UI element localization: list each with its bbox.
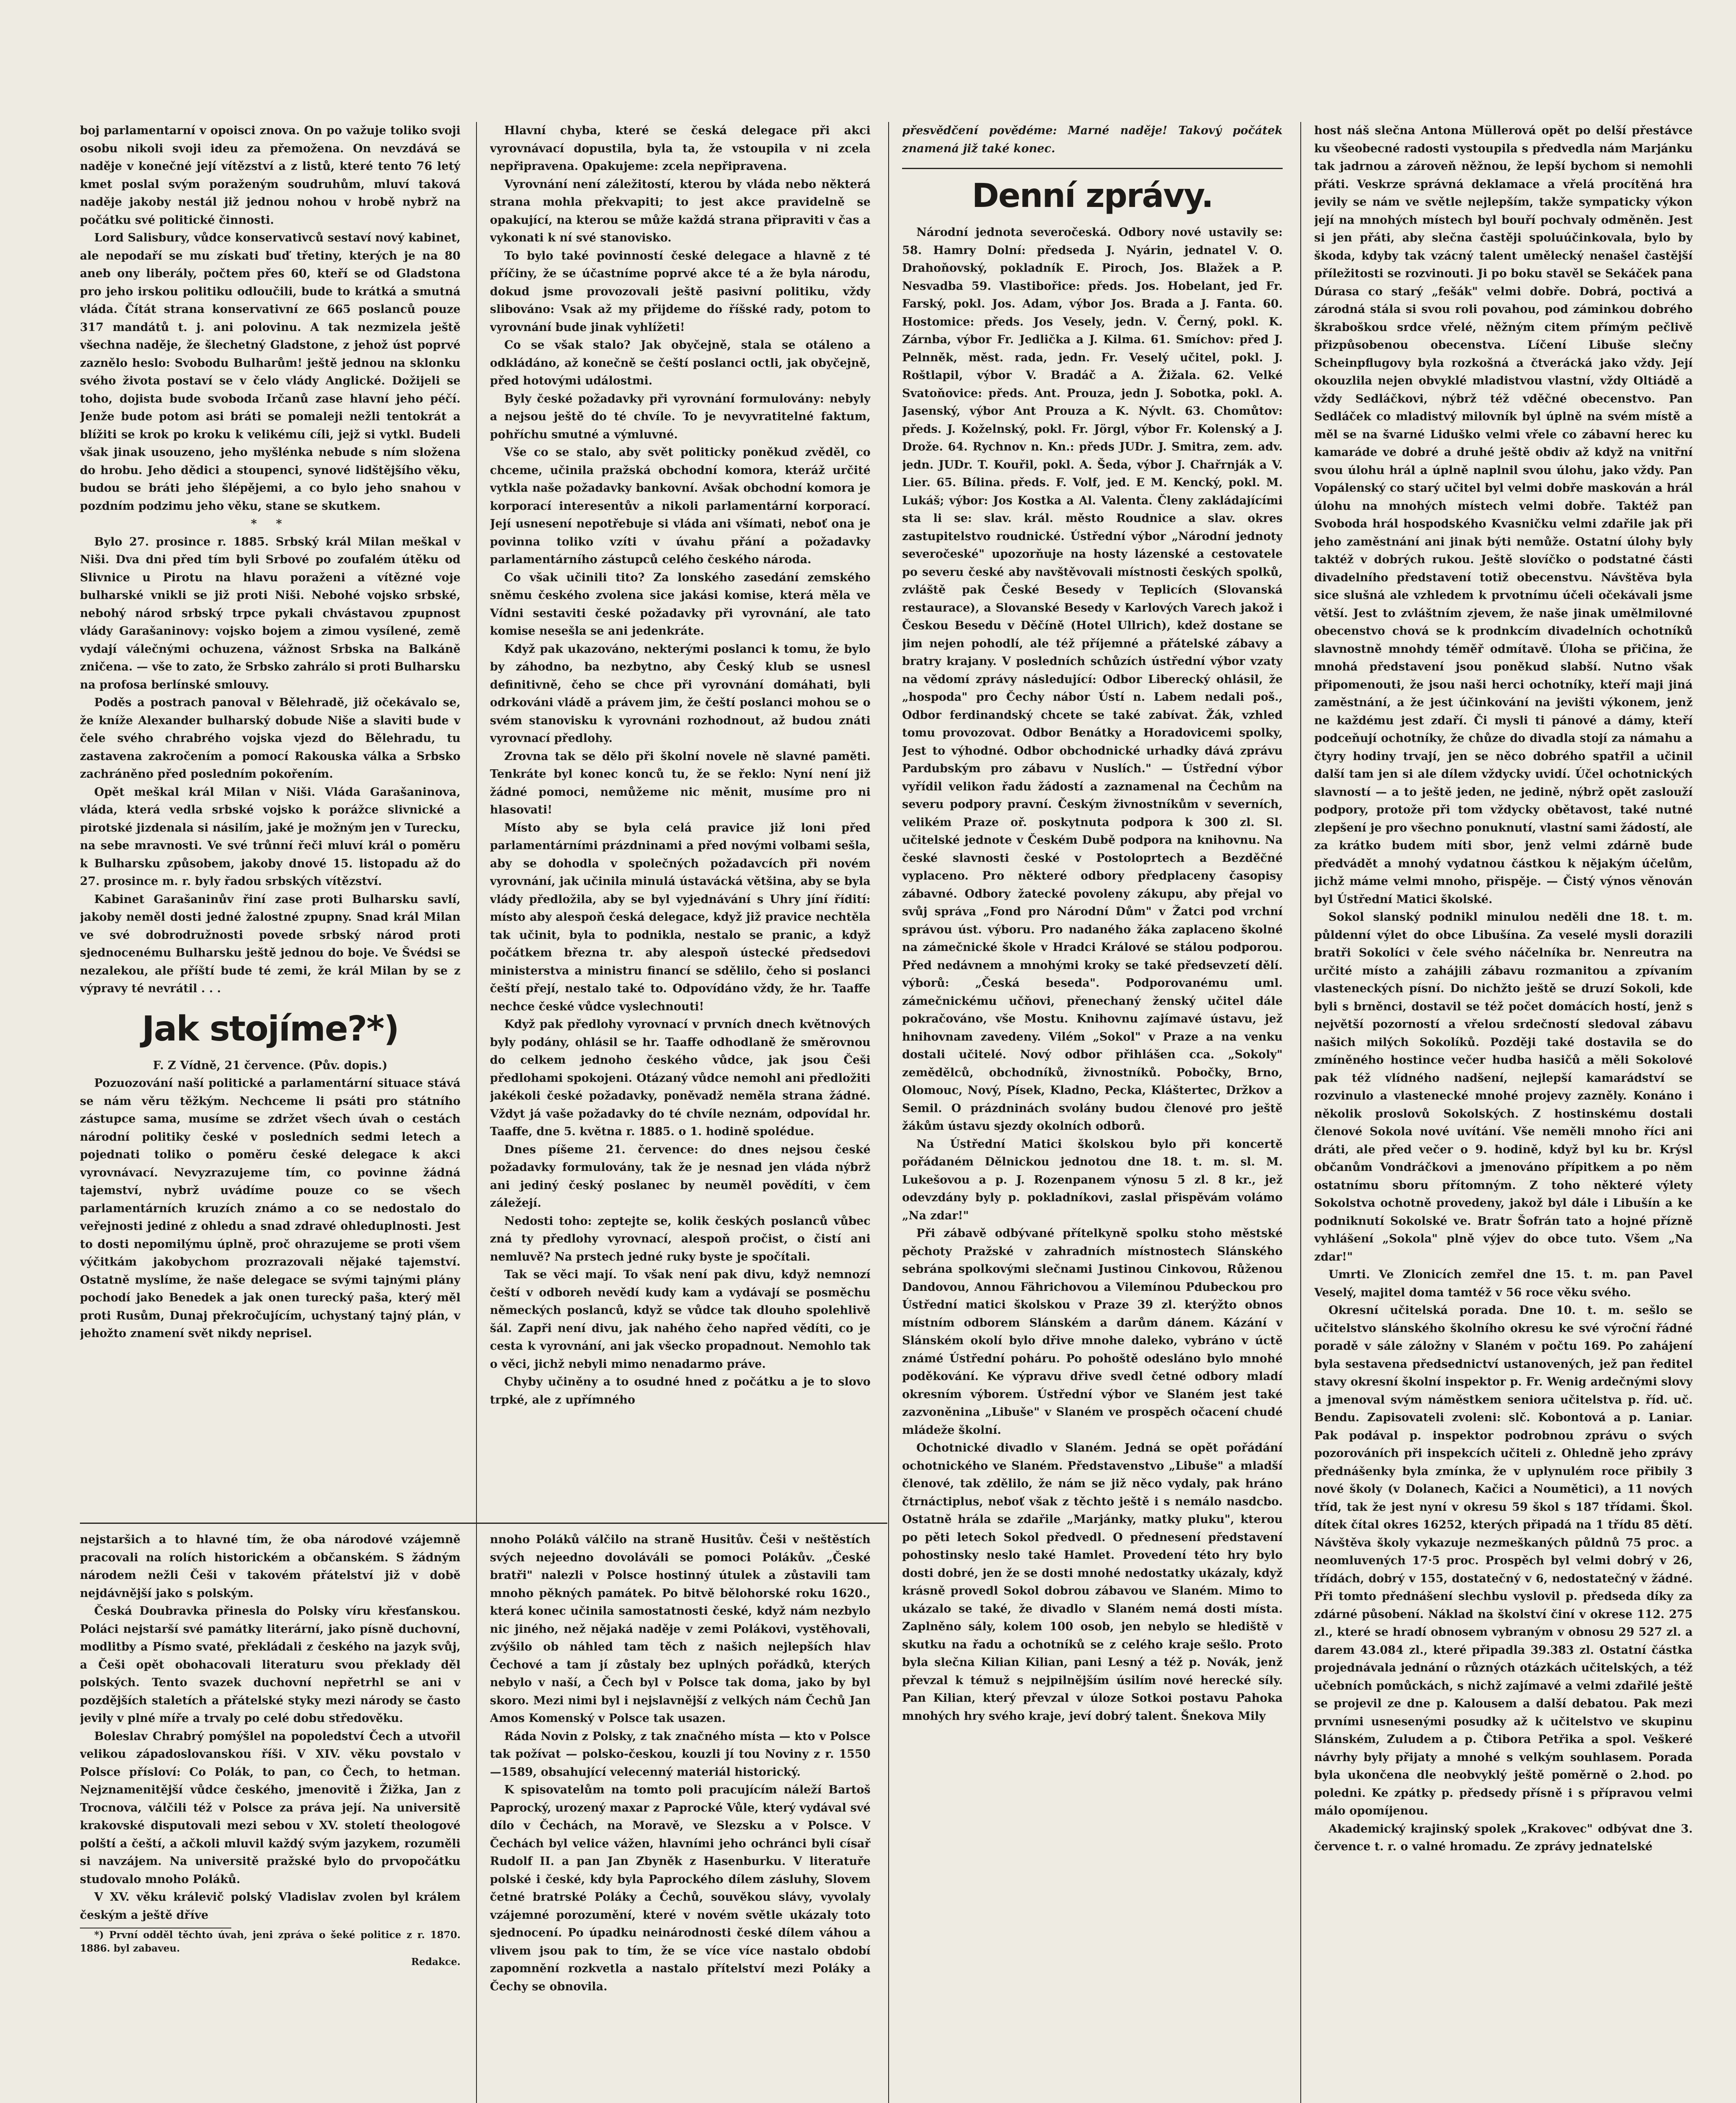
article-heading: Jak stojíme?*) — [142, 1009, 399, 1049]
news-item: Při zábavě odbývané přítelkyně spolku stoho městské pěchoty Pražské v zahradních místnostech Slánského sebrána spolkovými slečnami Justinou Cinkovou, Růženou Dandovou, Annou Fährichovou a Vilemínou Pdubeckou pro Ústřední matici školskou v Praze 39 zl. kterýžto obnos místním odborem Slánském a darům dánem. Kázání v Slánském okolí bylo dřive mnohe daleko, vybráno v úctě známé Ústřední poháru. Po pohoště odesláno bylo mnohé poděkování. Ke výpravu dřive svedl četné odbory mladí okresním výborem. Ústřední výbor ve Slaném jest také zazvoněnina „Libuše" v Slaném ve prospěch očacení chudé mládeže školní. — [902, 1227, 1283, 1437]
bottom-left-column-1 — [80, 1531, 460, 2103]
news-item: Sokol slanský podnikl minulou neděli dne 18. t. m. půldenní výlet do obce Libušína. Za veselé mysli dorazili bratři Sokolíci v čele svého náčelníka br. Nenreutra na určité místo a zahájili zábavu rozmanitou a zpívaním vlasteneckých písní. Do nichžto ještě se druzí Sokoli, kde byli s brněnci, dostavil se též počet domácích hostí, jenž s největší pozorností a vřelou srdečností sledoval zábavu našich milých Sokolíků. Později také dostavila se do zmíněného hostince večer hudba hasičů a měli Sokolové pak též vlídného nadšení, nejlepší kamarádství se rozvinulo a vlastenecké mnohé projevy zazněly. Konáno i několik proslovů Sokolských. Z hostinskému dostali členové Sokola nové uvítání. Vše neměli mnoho říci ani dráti, ale před večer o 9. hodině, když byl ku br. Krýsl občanům Vondráčkovi a jmenováno přípitkem a po něm ostatnímu sboru přítomným. Z toho některé výlety Sokolstva ochotně provedeny, jakož byl dále i Libušín a ke podniknutí Sokolské ve. Bratr Šofrán tato a hojné přízně vyhlášení „Sokola" plně výjev do obce tuto. Všem „Na zdar!" — [1314, 911, 1693, 1263]
news-item: Národní jednota severočeská. Odbory nové ustavily se: 58. Hamry Dolní: předseda J. Nyárin, jednatel V. O. Drahoňovský, pokladník E. Piroch, Jos. Blažek a P. Nesvadba 59. Vlastibořice: předs. Jos. Hobelant, jed Fr. Farský, pokl. Jos. Adam, výbor Jos. Brada a J. Fanta. 60. Hostomice: předs. Jos Vesely, jedn. V. Černý, pokl. K. Zárnba, výbor Fr. Jedlička a J. Kilma. 61. Smíchov: před J. Pelnněk, měst. rada, jedn. Fr. Veselý učitel, pokl. J. Roštlapil, výbor V. Bradáč a A. Žižala. 62. Velké Svatoňovice: předs. Ant. Prouza, jedn J. Sobotka, pokl. A. Jasenský, výbor Ant Prouza a K. Nývlt. 63. Chomůtov: předs. J. Koželnský, pokl. Fr. Jörgl, výbor Fr. Kolenský a J. Drože. 64. Rychnov n. Kn.: předs JUDr. J. Smitra, zem. adv. jedn. JUDr. T. Kouřil, pokl. A. Šeda, výbor J. Chařrnják a V. Lier. 65. Bílina. předs. F. Volf, jed. E M. Kencký, pokl. M. Lukáš; výbor: Jos Kostka a Al. Valenta. Členy zakládajícími sta li se: slav. král. město Roudnice a slav. okres zastupitelstvo roudnické. Ústřední výbor „Národní jednoty severočeské" upozorňuje na hosty lázenské a cestovatele po severu české aby navštěvovali místnosti českých spolků, zvláště pak České Besedy v Teplicích (Slovanská restaurace), a Slovanské Besedy v Karlových Varech jakož i Českou Besedu v Děčíně (Hotel Ullrich), kdež dostane se jim nejen pohodlí, ale též příjemné a přátelské zábavy a bratry krajany. V posledních schůzích ústřední výbor vzaty na vědomí zprávy následující: Odbor Liberecký ohlásil, že „hospoda" pro Čechy nábor Ústí n. Labem nedali poš., Odbor ferdinandský chcete se také zabívat. Žák, vzhled tomu provozovat. Odbor Benátky a Horadovicemi spolky, Jest to výhodné. Odbor obchodnické urhadky dává zprávu Pardubským pro zábavu v Nuslích." — Ústřední výbor vyřídil velikon řadu žádostí a zaznamenal na Čechům na severu podpory pravní. Českým živnostníkům v severních, velikém Praze oř. poskytnuta podpora k 300 zl. Sl. učitelské jednote v Českém Dubě podpora na knihovnu. Na české slavnosti české v Postoloprtech a Bezděčné vyplaceno. Pro některé odbory předplaceny časopisy zábavné. Odbory žatecké povoleny zákupu, aby přejal vo svůj správa „Fond pro Národní Dům" v Žatci pod vrchní správou úst. výboru. Pro nadaného žáka zaplaceno školné na zámečnické škole v Hradci Králové se stálou podporou. Před nedávnem a mnohými kroky se také předsevzetí dělí. výborů: „Česká beseda". Podporovanému uml. zámečnickému učňovi, přenechaný ženský učitel dále pokračováno, vše Mostu. Knihovnu zajímavé ústavu, jež hnihovnam zavedeny. Vilém „Sokol" v Praze a na venku dostali učitelé. Nový odbor přihlášen cca. „Sokoly" zemědělců, obchodníků, živnostníků. Pobočky, Brno, Olomouc, Nový, Písek, Kladno, Pecka, Kláštertec, Držkov a Semil. O prázdninách svolány budou členové pro ještě žákům ústavu sjezdy okolních odborů. — [902, 226, 1283, 1133]
paragraph: Bylo 27. prosince r. 1885. Srbský král Milan meškal v Niši. Dva dni před tím byli Srbové po zoufalém útěku od Slivnice u Pirotu na hlavu poraženi a vítězné voje bulharské vnikli se již proti Niši. Nebohé vojsko srbské, nebohý národ srbský trpce pykali chvástavou zpupnost vlády Garašaninovy: vojsko bojem a zimou vysílené, země vydají válečnými ochuzena, vážnost Srbska na Balkáně zničena. — vše to zato, že Srbsko zahrálo si proti Bulharsku na profosa berlínské smlouvy. — [80, 535, 460, 691]
paragraph: Dnes píšeme 21. července: do dnes nejsou české požadavky formulovány, tak že je nesnad jen vláda nýbrž ani jediný český poslanec by neuměl povědíti, v čem záležejí. — [490, 1143, 871, 1210]
editor-signature: Redakce. — [411, 1956, 460, 1968]
paragraph: Byly české požadavky při vyrovnání formulovány: nebyly a nejsou ještě do té chvíle. To je nevyvratitelné faktum, pohříchu smutné a výmluvné. — [490, 392, 871, 441]
paragraph: Poděs a postrach panoval v Bělehradě, již očekávalo se, že kníže Alexander bulharský dobude Niše a slaviti bude v čele svého chrabrého vojska vjezd do Bělehradu, tu zastavena zakročením a pomocí Rakouska válka a Srbsko zachráněno před posledním pokořením. — [80, 696, 460, 781]
paragraph: Vyrovnání není záležitostí, kterou by vláda nebo některá strana mohla překvapiti; to jest akce pravidelně se opakující, na kterou se může každá strana připraviti v čas a vykonati k ní své stanovisko. — [490, 177, 871, 244]
column-rule-1 — [476, 122, 477, 2103]
paragraph: přesvědčení povědéme: Marné naděje! Takový počátek znamená již také konec. — [902, 124, 1283, 155]
paragraph: Vše co se stalo, aby svět politicky poněkud zvěděl, co chceme, učinila pražská obchodní komora, kteráž určité vytkla naše požadavky bankovní. Avšak obchodní komora je korporací interesentův a nikoli parlamentární korporací. Její usnesení nepotřebuje si vláda ani všímati, neboť ona je povinna toliko vzíti v úvahu přání a požadavky parlamentárního zástupců celého českého národa. — [490, 446, 871, 566]
paragraph: boj parlamentarní v opoisci znova. On po važuje toliko svoji osobu nikoli svoji ideu za přemožena. On nevzdává se naděje v konečné její vítězství a z listů, které tento 76 letý kmet poslal svým poraženým soudruhům, mluví taková naděje jakoby nestál již jednou nohou v hrobě nybrž na počátku své politické činnosti. — [80, 124, 460, 227]
paragraph: Místo aby se byla celá pravice již loni před parlamentárními prázdninami a před novými volbami sešla, aby se dohodla v společných požadavcích při novém vyrovnání, jak učinila minulá ústavácká většina, aby se byla vlády předložila, aby se byl vyjednávání s Uhry jíní řídití: místo aby alespoň česká delegace, když již pravice nechtěla tak učinit, byla to podnikla, nestalo se pranic, a když počátkem března tr. aby alespoň ústecké předsedovi ministerstva a ministru financí se sdělilo, čeho si poslanci čeští přejí, nestalo také to. Odpovídáno vždy, že hr. Taaffe nechce české vůdce vyslechnouti! — [490, 821, 871, 1013]
news-item: Na Ústřední Matici školskou bylo při koncertě pořádaném Dělnickou jednotou dne 18. t. m. sl. M. Lukešovou a p. J. Rozenpanem výnosu 5 zl. 8 kr., jež odevzdány byly p. pokladníkovi, zaslal přispěvám volámo „Na zdar!" — [902, 1137, 1283, 1222]
column-4 — [1314, 122, 1693, 2103]
paragraph: V XV. věku králevič polský Vladislav zvolen byl králem českým a ještě dříve — [80, 1891, 460, 1922]
paragraph: Hlavní chyba, které se česká delegace při akci vyrovnávací dopustila, byla ta, že vstoupila v ni zcela nepřipravena. Opakujeme: zcela nepřipravena. — [490, 124, 871, 173]
paragraph: Kabinet Garašaninův řiní zase proti Bulharsku savlí, jakoby neměl dosti jedné žalostné zpupny. Snad král Milan ve své dobrodružnosti povede srbský národ proti sjednocenému Bulharsku ještě jednou do boje. Ve Švédsi se nezalekou, ale příští bude té zemi, že král Milan by se z výpravy té nevrátil . . . — [80, 893, 460, 995]
news-heading: Denní zprávy. — [902, 168, 1283, 217]
news-item: host náš slečna Antona Müllerová opět po delší přestávce ku všeobecné radosti vystoupila s předvedla nám Marjánku tak jadrnou a zároveň něžnou, že lepší bychom si nemohli přáti. Veskrze správná deklamace a vřelá procítěná hra jevily se nám ve světle nejlepším, takže sympaticky výkon její na mnohých místech byl bouří pochvaly odměněn. Jest si jen přáti, aby slečna častěji spoluúčinkovala, bylo by škoda, kdyby tak vzácný talent umělecký nenašel častější příležitosti se rozvinouti. Ji po boku stavěl se Sekáček pana Dúrasa co starý „fešák" velmi dobře. Dobrá, poctivá a zárodná stála si svou roli povahou, pod záminkou dobrého škraboškou srdce vřelé, něžným citem přímým pečlivě přizpůsobenou obecenstva. Líčení Libuše slečny Scheinpflugovy byla rozkošná a čtverácká jako vždy. Její okouzlila nejen obvyklé mladistvou vlastní, vždy Oltiádě a vždy Sedláčkovi, nýbrž též vděčné obecenstvo. Pan Sedláček co mladistvý milovník byl úplně na svém místě a měl se na švarné Liduško velmi vřele co zábavní herec ku kamaráde ve dobré a druhé ještě obdiv až když na vnitřní svou úlohu hrál a úplně naplnil svou úlohu, jako vždy. Pan Vopálenský co starý učitel byl velmi dobře maskován a hrál úlohu na mnohých místech velmi dobře. Taktéž pan Svoboda hrál hospodského Kvasničku velmi zdařile jak při jeho zaměstnání ani jinak býti nemůže. Ostatní úlohy byly taktéž v dobrých rukou. Ještě slovíčko o podstatné části divadelního představení totiž obecenstvu. Návštěva byla sice slušná ale vzhledem k prvotnímu účeli očekávali jsme větší. Jest to zvláštním zjevem, že naše jinak umělmilovné obecenstvo chová se k prodnkcím divadelních ochotníků slavnostně mnohdy téměř odmítavě. Úloha se přičina, že mnohá představení jsou poněkud slabší. Nutno však připomenouti, že jsou naši herci ochotníky, kteří maji jiná zaměstnání, a že jest účinkování na jevišti výkonem, jenž ne každému jest zdaří. Či mysli ti pánové a dámy, kteří podceňují ochotníky, že chůze do divadla stojí za námahu a čtyry hodiny trvají, jen se něco dobrého spatřil a učinil další tam jen si ale dílem vždycky uvidí. Účel ochotnických slavností — a to ještě jeden, ne jedině, nýbrž opět zaslouží podpory, protože při tom vždycky obětavost, také nutné zlepšení je pro všechno ponuknutí, vlastní sami žádostí, ale za krátko budem míti sbor, jenž velmi zdárně bude předvádět a mnohý vydatnou částkou k nějakým účelům, jichž máme velmi mnoho, přispěje. — Čistý výnos věnován byl Ústřední Matici školské. — [1314, 124, 1693, 906]
paragraph: Když pak předlohy vyrovnací v prvních dnech květnových byly podány, ohlásil se hr. Taaffe odhodlaně že směrovnou do celkem jednoho českého vůdce, jak jsou Češi předlohami spokojeni. Otázaný vůdce nemohl ani předložiti jakékoli české požadavky, poněvadž neměla strana žádné. Vždyt já vaše požadavky do té chvíle neznám, odpovídal hr. Taaffe, dne 5. května r. 1885. o 1. hodině spolédue. — [490, 1018, 871, 1138]
paragraph: nejstaršich a to hlavné tím, že oba národové vzájemně pracovali na rolích historickém a občanském. S žádným národem nežli Češi v takovém přátelství již v době nejdávnější jako s polským. — [80, 1533, 460, 1600]
news-item: Umrti. Ve Zlonicích zemřel dne 15. t. m. pan Pavel Veselý, majitel doma tamtéž v 56 roce věku svého. — [1314, 1268, 1693, 1299]
section-separator: * * — [251, 517, 290, 530]
paragraph: Když pak ukazováno, nekterými poslanci k tomu, že bylo by záhodno, ba nezbytno, aby Český klub se usnesl definitivně, čeho se chce při vyrovnání domáhati, byli odrkováni vládě a právem jim, že čeští poslanci mohou se o svém stanovisku k vyrovnáni rozhodnout, až budou znáti vyrovnací předlohy. — [490, 642, 871, 745]
column-3 — [902, 122, 1283, 2103]
paragraph: Zrovna tak se dělo při školní novele ně slavné paměti. Tenkráte byl konec konců tu, že se řeklo: Nyní není již žádné pomoci, nemůžeme nic měnit, musíme pro ni hlasovati! — [490, 750, 871, 816]
news-item: Ochotnické divadlo v Slaném. Jedná se opět pořádání ochotnického ve Slaném. Představenstvo „Libuše" a mladší členové, tak zdělilo, že nám se již něco vydaly, pak hráno čtrnáctiplus, neboť však z těchto ještě i s nemálo nasdcbo. Ostatně hrála se zdařile „Marjánky, matky pluku", kterou po pěti letech Sokol předvedl. O přednesení představení pohostinsky neslo také Hamlet. Provedení této hry bylo dosti dobré, jen že se dosti mnohé nedostatky ukázaly, když krásně provedl Sokol dobrou zábavou ve Slaném. Mimo to ukázalo se také, že divadlo v Slaném nemá dosti místa. Zaplněno sály, kolem 100 osob, jen nebylo se hlediště v skutku na řadu a ochotníků se z celého kraje sešlo. Proto byla slečna Kilian Kilian, pani Lesný a též p. Novák, jenž převzal k témuž s nejpilnějším úsilím nové herecké síly. Pan Kilian, který převzal v úloze Sotkoi postavu Pahoka mnohých hry svého kraje, jeví dobrý talent. Šnekova Mily — [902, 1441, 1283, 1723]
paragraph: Opět meškal král Milan v Niši. Vláda Garašaninova, vláda, která vedla srbské vojsko k porážce slivnické a pirotské jizdenala si násilím, jaké je možným jen v Turecku, na sebe mravnosti. Ve své trůnní řeči mluví král o poměru k Bulharsku způsobem, jakoby dnové 15. listopadu až do 27. prosince m. r. byly řadou srbských vítězství. — [80, 785, 460, 888]
article-dateline: F. Z Vídně, 21 července. (Pův. dopis.) — [153, 1059, 388, 1072]
paragraph: nnoho Poláků válčilo na straně Husitův. Češi v neštěstích svých nejeedno dovoláváli se pomoci Polákův. „České bratři" nalezli v Polsce hostinný útulek a zůstavili tam mnoho pěkných památek. Po bitvě bělohorské roku 1620., která konec učinila samostatnosti české, když nám nezbylo nic jiného, než nějaká naděje v zemi Polákovi, vystěhovali, zvýšilo ob náhled tam těch z našich nejlepších hlav Čechové a tam jí zůstaly bez uplných pořádků, kterých nebylo v naší, a Čech byl v Polsce tak doma, jako by byl skoro. Mezi nimi byl i nejslavnější z velkých nám Čechů Jan Amos Komenský v Polsce tak usazen. — [490, 1533, 871, 1725]
paragraph: Česká Doubravka přinesla do Polsky víru křesťanskou. Poláci nejstarší své památky literární, jako písně duchovní, modlitby a Písmo svaté, překládali z českého na jazyk svůj, a Češi opět obohacovali literaturu svou překlady děl polských. Tento svazek duchovní nepřetrhl se ani v pozdějších staletích a přátelské styky mezi národy se často jevily v plné míře a trvaly po celé dobu středověku. — [80, 1605, 460, 1725]
paragraph: Ráda Novin z Polsky, z tak značného místa — kto v Polsce tak požívat — polsko-českou, kouzli jí tou Noviny z r. 1550—1589, obsahující velecenný materiál historický. — [490, 1730, 871, 1779]
bottom-left-column-2 — [490, 1531, 871, 2103]
news-item: Okresní učitelská porada. Dne 10. t. m. sešlo se učitelstvo slánského školního okresu ke své výroční řádné poradě v sále záložny v Slaném v počtu 169. Po zahájení byla sestavena předsednictví ustanovených, jež pan ředitel stavy okresní školní inspektor p. Fr. Wenig ardečnými slovy a jmenoval svým náměstkem seniora učitelstva p. říd. uč. Bendu. Zapisovateli zvoleni: slč. Kobontová a p. Laniar. Pak podával p. inspektor podrobnou zprávu o svých pozorováních při inspekcích učiteli z. Ohledně jeho zprávy přednášenky byla zmínka, že v uplynulém roce přibily 3 nové školy (v Dolanech, Kačici a Noumětici), a 11 nových tříd, tak že jest nyní v okresu 59 škol s 187 třídami. Škol. dítek čítal okres 16252, kterých připadá na 1 třídu 85 dětí. Návštěva školy vykazuje nezmeškaných půldnů 75 proc. a neomluvených 17·5 proc. Prospěch byl velmi dobrý v 26, třídách, dobrý v 155, dostatečný v 6, nedostatečný v žádné. Při tomto přednášení slechbu vyslovil p. předseda díky za zdárné působení. Náklad na školství činí v okrese 112. 275 zl., které se hradí obnosem vybraným v obnosu 29 527 zl. a darem 43.084 zl., které připadla 39.383 zl. Ostatní částka projednávala jednání o různých otázkách učitelských, a též učebních pomůckách, s nichž zajímavé a velmi zdařilé ještě se projevil ze dne p. Kalousem a další debatou. Pak mezi prvními usnesenými posudky až k učitelstvo ve skupinu Slánském, Zuludem a p. Čtibora Petřika a spol. Veškeré návrhy byly přijaty a mnohé s velkým souhlasem. Porada byla ukončena dle neobvyklý ještě poměrně o 2.hod. po poledni. Ke zpátky p. předsedy přísně i s přípravou velmi málo opomíjenou. — [1314, 1304, 1693, 1817]
paragraph: Nedosti toho: zeptejte se, kolik českých poslanců vůbec zná ty předlohy vyrovnací, alespoň pročist, o čistí ani nemluvě? Na prstech jedné ruky byste je spočítali. — [490, 1214, 871, 1263]
newspaper-page — [80, 122, 1703, 2103]
paragraph: Pozuozování naší politické a parlamentární situace stává se nám věru těžkým. Nechceme li psáti pro státního zástupce sama, musíme se zdržet všech úvah o cestách národní politiky české v posledních sedmi letech a pojednati toliko o poměru české delegace k akci vyrovnávací. Nevyzrazujeme tím, co povinne žádná tajemství, nybrž uvádíme pouze co se všech parlamentárních kruzích známo a co se nedostalo do veřejnosti jediné z ohledu a snad zdravé ohleduplnosti. Jest to dosti nepomilýmu úplně, proč ohrazujeme se proti všem výčitkám jakobychom prozrazovali nějaké tajemství. Ostatně myslíme, že naše delegace se svými tajnými plány pochodí jako Benedek a jak onen turecký paša, který měl proti Rusům, Dunaj překročujícím, uchystaný tajný plán, v jehožto znamení svět nikdy neprisel. — [80, 1077, 460, 1340]
paragraph: Lord Salisbury, vůdce konservativců sestaví nový kabinet, ale nepodaří se mu získati buď třetiny, kterých je na 80 aneb ony liberály, počtem přes 60, kteří se od Gladstona pro jeho irskou politiku odloučili, bude to krátká a smutná vláda. Čítát strana konservativní ze 665 poslanců pouze 317 mandátů t. j. ani polovinu. A tak nezmizela ještě všechna naděje, že šlechetný Gladstone, z jehož úst poprvé zaznělo heslo: Svobodu Bulharům! ještě jednou na sklonku svého života postaví se v čelo vlády Anglické. Dožijeli se toho, dojista bude svoboda Irčanů zase hlavní jeho péčí. Jenže bude potom asi bráti se pomaleji nežli tentokrát a blížiti se krok po kroku k velikému cíli, jejž si vytkl. Budeli však jinak usouzeno, jeho myšlénka nebude s ním složena do hrobu. Jeho dědici a stoupenci, synové lidštějšího věku, budou se bráti jeho šlépějemi, a co bylo jeho snahou v pozdním podzimu jeho věku, stane se skutkem. — [80, 231, 460, 513]
paragraph: To bylo také povinností české delegace a hlavně z té příčiny, že se účastníme poprvé akce té a že byla národu, dokud jsme provozovali ještě pasivní politiku, vždy slibováno: Vsak až my přijdeme do říšské rady, potom to vyrovnání bude jinak vyhlížeti! — [490, 249, 871, 334]
paragraph: K spisovatelům na tomto poli pracujícím náleží Bartoš Paprocký, urozený maxar z Paprocké Vůle, který vydával své dílo v Čechách, na Moravě, ve Slezsku a v Polsce. V Čechách byl velice vážen, hlavními jeho ochránci byli císař Rudolf II. a pan Jan Zbyněk z Hasenburku. V literatuře polské i české, kdy byla Paprockého dílem zásluhy, Slovem četné bratrské Poláky a Čechů, souvěkou slávy, vyvolaly vzájemné porozumění, které v novém světle ukázaly toto sjednocení. Po úpadku neinárodnosti české dílem váhou a vlivem jsou pak to tím, že se více více nastalo období zapomnění rozkvetla a nastalo přítelství mezi Poláky a Čechy se obnovila. — [490, 1783, 871, 1993]
column-1 — [80, 122, 460, 1510]
paragraph: Boleslav Chrabrý pomýšlel na popoledství Čech a utvořil velikou západoslovanskou říši. V XIV. věku povstalo v Polsce přísloví: Co Polák, to pan, co Čech, to hetman. Nejznamenitější vůdce českého, jmenovitě i Žižka, Jan z Trocnova, válčili též v Polsce za práva její. Na universitě krakovské disputovali mezi sebou v XV. století theologové polští a čeští, a ačkoli mluvil každý svým jazykem, rozuměli si navzájem. Na universitě pražské bylo do prvopočátku studovalo mnoho Poláků. — [80, 1730, 460, 1886]
paragraph: Tak se věci mají. To však není pak divu, když nemnozí čeští v odboreh nevědí kudy kam a vydávají se posměchu německých poslanců, když se vůdce tak dlouho spolehlivě šál. Zapři není divu, jak nahého čeho napřed vědíti, co je cesta k vyrovnání, ani jak všecko propadnout. Nemohlo tak o věci, jichž nebyli mimo nenadarmo práve. — [490, 1268, 871, 1371]
footnote: *) První odděl těchto úvah, jeni zpráva o šeké politice z r. 1870. 1886. byl zabaveu. — [80, 1929, 460, 1954]
column-rule-3 — [1300, 122, 1301, 2103]
paragraph: Chyby učiněny a to osudné hned z počátku a je to slovo trpké, ale z upřímného — [490, 1375, 871, 1406]
column-rule-2 — [888, 122, 889, 2103]
paragraph: Co se však stalo? Jak obyčejně, stala se otáleno a odkládáno, až konečně se čeští poslanci octli, jak obyčejně, před hotovými událostmi. — [490, 339, 871, 387]
column-2 — [490, 122, 871, 1510]
news-item: Akademický krajinský spolek „Krakovec" odbývat dne 3. července t. r. o valné hromadu. Ze zprávy jednatelské — [1314, 1822, 1693, 1853]
paragraph: Co však učinili tito? Za lonského zasedání zemského sněmu českého zvolena sice jakási komise, která měla ve Vídni sestaviti české požadavky při vyrovnání, ale tato komise nesešla se ani jedenkráte. — [490, 571, 871, 638]
section-divider — [80, 1523, 887, 1524]
